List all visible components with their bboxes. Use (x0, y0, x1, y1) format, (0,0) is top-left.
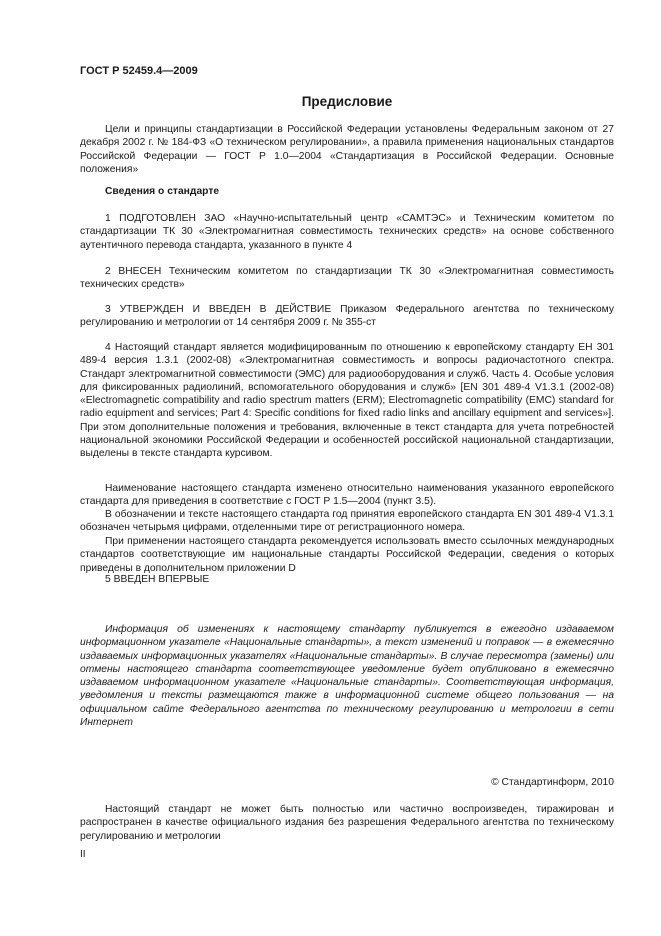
change-info-note: Информация об изменениях к настоящему стандарту публикуется в ежегодно издаваемом информационном указателе «Национальные стандарты», а текст изменений и поправок — в ежемесячно издаваемых информационных указателях «Национальные стандарты». В случае пересмотра (замены) или отмены настоящего стандарта соответствующее уведомление будет опубликовано в ежемесячно издаваемом информационном указателе «Национальные стандарты». Соответствующая информация, уведомления и тексты размещаются также в информационной системе общего пользования — на официальном сайте Федерального агентства по техническому регулированию и метрологии в сети Интернет (80, 624, 614, 729)
item-4-rename-note: Наименование настоящего стандарта изменено относительно наименования указанного европейского стандарта для приведения в соответствие с ГОСТ Р 1.5—2004 (пункт 3.5). (80, 483, 614, 508)
copyright-line: © Стандартинформ, 2010 (491, 777, 614, 788)
item-5-paragraph: 5 ВВЕДЕН ВПЕРВЫЕ (105, 574, 210, 585)
item-4-designation-note: В обозначении и тексте настоящего стандарта год принятия европейского стандарта EN 301 489-4 V1.3.1 обозначен четырьмя цифрами, отделенными тире от регистрационного номера. (80, 509, 614, 534)
item-3-paragraph: 3 УТВЕРЖДЕН И ВВЕДЕН В ДЕЙСТВИЕ Приказом Федерального агентства по техническому регулированию и метрологии от 14 сентября 2009 г. № 355-ст (80, 304, 614, 329)
page-title: Предисловие (301, 94, 393, 109)
item-2-paragraph: 2 ВНЕСЕН Техническим комитетом по стандартизации ТК 30 «Электромагнитная совместимость технических средств» (80, 266, 614, 291)
item-4-paragraph: 4 Настоящий стандарт является модифицированным по отношению к европейскому стандарту ЕН 301 489-4 версия 1.3.1 (2002-08) «Электромагнитная совместимость и вопросы радиочастотного спектра. Стандарт электромагнитной совместимости (ЭМС) для радиооборудования и служб. Часть 4. Особые условия для фиксированных радиолиний, вспомогательного оборудования и служб» [EN 301 489-4 V1.3.1 (2002-08) «Electromagnetic compatibility and radio spectrum matters (ERM); Electromagnetic compatibility (EMC) standard for radio equipment and services; Part 4: Specific conditions for fixed radio links and ancillary equipment and services»]. При этом дополнительные положения и требования, включенные в текст стандарта для учета потребностей национальной экономики Российской Федерации и особенностей российской национальной стандартизации, выделены в тексте стандарта курсивом. (80, 342, 614, 460)
document-code-header: ГОСТ Р 52459.4—2009 (80, 65, 198, 77)
item-1-paragraph: 1 ПОДГОТОВЛЕН ЗАО «Научно-испытательный центр «САМТЭС» и Техническим комитетом по стандартизации ТК 30 «Электромагнитная совместимость технических средств» на основе собственного аутентичного перевода стандарта, указанного в пункте 4 (80, 213, 614, 251)
item-4-references-note: При применении настоящего стандарта рекомендуется использовать вместо ссылочных международных стандартов соответствующие им национальные стандарты Российской Федерации, сведения о которых приведены в дополнительном приложении D (80, 536, 614, 574)
page-number: II (80, 849, 86, 860)
reproduction-notice: Настоящий стандарт не может быть полностью или частично воспроизведен, тиражирован и распространен в качестве официального издания без разрешения Федерального агентства по техническому регулированию и метрологии (80, 804, 614, 842)
intro-paragraph: Цели и принципы стандартизации в Российской Федерации установлены Федеральным законом от 27 декабря 2002 г. № 184-ФЗ «О техническом регулировании», а правила применения национальных стандартов Российской Федерации — ГОСТ Р 1.0—2004 «Стандартизация в Российской Федерации. Основные положения» (80, 124, 614, 175)
section-heading: Сведения о стандарте (105, 186, 220, 197)
